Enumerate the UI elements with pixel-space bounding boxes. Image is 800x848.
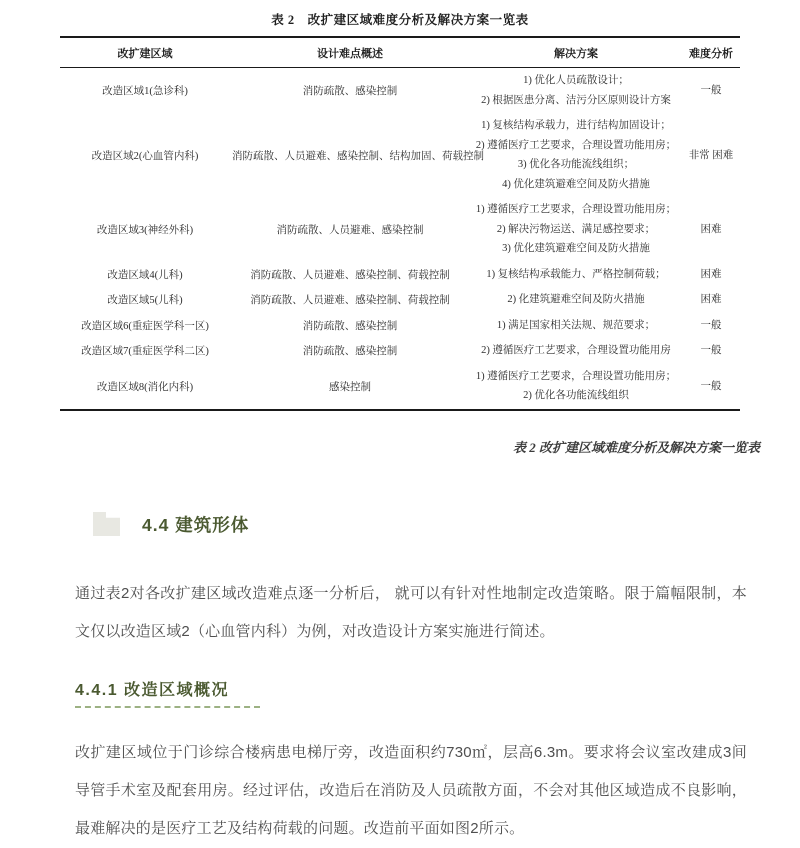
table-title: 表 2 改扩建区域难度分析及解决方案一览表 (271, 13, 529, 27)
paragraph-2: 改扩建区域位于门诊综合楼病患电梯厅旁，改造面积约730㎡，层高6.3m。要求将会议室改建成3间导管手术室及配套用房。经过评估，改造后在消防及人员疏散方面，不会对其他区域造成不良影响，最难解决的是医疗工艺及结构荷载的问题。改造前平面如图2所示。 (75, 743, 747, 837)
solution-line: 1) 复核结构承载能力、严格控制荷载； (486, 268, 666, 280)
solution-line: 1) 优化人员疏散设计； (523, 75, 629, 86)
header-difficulty-level: 难度分析 (682, 37, 740, 68)
area-cell: 改造区域6(重症医学科一区) (81, 320, 209, 332)
folder-icon (93, 512, 120, 536)
table-header-row (60, 37, 740, 68)
difficulty-level-cell: 一般 (700, 380, 722, 392)
subsection-heading: 4.4.1 改造区域概况 (75, 681, 230, 699)
difficulties-cell: 消防疏散、人员避难、感染控制、荷载控制 (250, 295, 450, 307)
table-row (60, 262, 740, 288)
difficulty-level-cell: 一般 (700, 319, 722, 331)
solutions-cell (470, 113, 682, 197)
solutions-cell (470, 313, 682, 339)
table-row (60, 287, 740, 313)
difficulty-analysis-table (60, 36, 740, 411)
solutions-cell (470, 287, 682, 313)
header-solutions: 解决方案 (470, 37, 682, 68)
difficulty-level-cell: 困难 (700, 223, 722, 235)
area-cell: 改造区域8(消化内科) (96, 381, 194, 393)
solution-line: 1) 复核结构承载力，进行结构加固设计； (481, 120, 671, 131)
solution-line: 3) 优化各功能流线组织； (517, 159, 635, 170)
area-cell: 改造区域1(急诊科) (102, 86, 188, 97)
document-page (0, 10, 800, 837)
difficulty-level-cell: 非常 困难 (688, 149, 734, 161)
table-row (60, 364, 740, 410)
solution-line: 1) 遵循医疗工艺要求，合理设置功能用房； (475, 204, 677, 215)
difficulties-cell: 消防疏散、感染控制 (302, 320, 398, 332)
solution-line: 2) 化建筑避难空间及防火措施 (507, 294, 645, 305)
solution-line: 2) 解决污物运送、满足感控要求； (496, 223, 656, 235)
difficulty-level-cell: 一般 (700, 85, 722, 96)
difficulty-level-cell: 一般 (700, 345, 722, 357)
table-caption: 表 2 改扩建区域难度分析及解决方案一览表 (512, 439, 760, 455)
solution-line: 2) 遵循医疗工艺要求，合理设置功能用房 (481, 345, 671, 356)
section-heading: 4.4 建筑形体 (142, 514, 250, 535)
difficulties-cell: 感染控制 (329, 381, 371, 393)
dashed-underline (75, 706, 260, 708)
table-row (60, 68, 740, 114)
area-cell: 改造区域2(心血管内科) (91, 150, 199, 162)
table-block (60, 10, 740, 411)
section-heading-row (93, 512, 800, 537)
table-row (60, 338, 740, 364)
difficulties-cell: 消防疏散、感染控制 (302, 86, 398, 97)
solutions-cell (470, 197, 682, 262)
subsection-block (75, 677, 800, 708)
solutions-cell (470, 68, 682, 114)
difficulties-cell: 消防疏散、人员避难、感染控制、荷载控制 (250, 269, 450, 281)
area-cell: 改造区域3(神经外科) (96, 224, 194, 236)
solutions-cell (470, 262, 682, 288)
header-area: 改扩建区域 (60, 37, 230, 68)
table-row (60, 197, 740, 262)
solution-line: 1) 遵循医疗工艺要求，合理设置功能用房； (475, 370, 677, 382)
table-row (60, 113, 740, 197)
difficulty-level-cell: 困难 (700, 294, 722, 306)
table-row (60, 313, 740, 339)
solution-line: 2) 遵循医疗工艺要求，合理设置功能用房； (475, 139, 677, 151)
area-cell: 改造区域7(重症医学科二区) (81, 346, 209, 358)
solution-line: 3) 优化建筑避难空间及防火措施 (502, 243, 650, 254)
header-difficulties: 设计难点概述 (230, 37, 470, 68)
difficulties-cell: 消防疏散、感染控制 (302, 346, 398, 358)
solution-line: 2) 优化各功能流线组织 (523, 390, 629, 401)
area-cell: 改造区域4(儿科) (107, 269, 183, 281)
area-cell: 改造区域5(儿科) (107, 295, 183, 307)
solution-line: 2) 根据医患分离、洁污分区原则设计方案 (481, 94, 671, 106)
solutions-cell (470, 364, 682, 410)
solution-line: 4) 优化建筑避难空间及防火措施 (502, 178, 650, 190)
solution-line: 1) 满足国家相关法规、规范要求； (496, 319, 656, 331)
difficulty-level-cell: 困难 (700, 268, 722, 280)
table-body (60, 68, 740, 410)
difficulties-cell: 消防疏散、人员避难、感染控制、结构加固、荷载控制 (232, 150, 484, 162)
difficulties-cell: 消防疏散、人员避难、感染控制 (276, 224, 424, 236)
paragraph-1: 通过表2对各改扩建区域改造难点逐一分析后， 就可以有针对性地制定改造策略。限于篇幅限制，本文仅以改造区域2（心血管内科）为例，对改造设计方案实施进行简述。 (75, 584, 747, 640)
solutions-cell (470, 338, 682, 364)
